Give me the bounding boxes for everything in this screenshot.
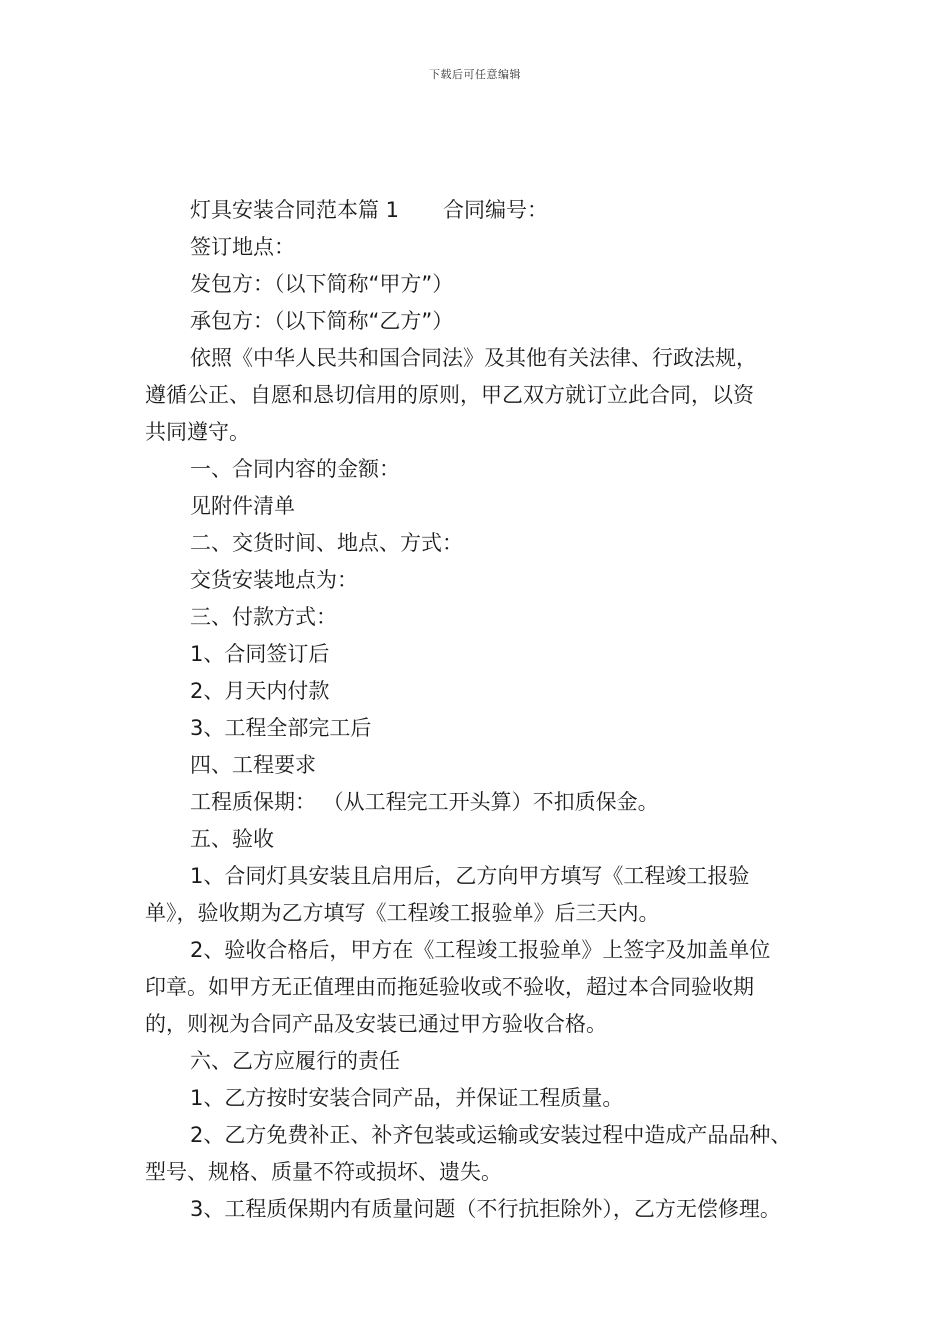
text-line: 的，则视为合同产品及安装已通过甲方验收合格。 xyxy=(145,1012,607,1036)
text-line: 共同遵守。 xyxy=(145,420,250,444)
document-title: 灯具安装合同范本篇 1 xyxy=(190,198,400,222)
header-note: 下载后可任意编辑 xyxy=(429,68,521,81)
text-line: 1、乙方按时安装合同产品，并保证工程质量。 xyxy=(190,1086,624,1110)
text-line: 六、乙方应履行的责任 xyxy=(190,1049,400,1073)
text-line: 遵循公正、自愿和恳切信用的原则，甲乙双方就订立此合同，以资 xyxy=(145,383,754,407)
text-line: 2、乙方免费补正、补齐包装或运输或安装过程中造成产品品种、 xyxy=(190,1123,792,1147)
text-line: 三、付款方式： xyxy=(190,605,337,629)
text-line: 3、工程质保期内有质量问题（不行抗拒除外），乙方无偿修理。 xyxy=(190,1197,781,1221)
text-line: 2、验收合格后，甲方在《工程竣工报验单》上签字及加盖单位 xyxy=(190,938,771,962)
text-line: 二、交货时间、地点、方式： xyxy=(190,531,463,555)
document-body xyxy=(145,192,825,1228)
text-line: 印章。如甲方无正值理由而拖延验收或不验收，超过本合同验收期 xyxy=(145,975,754,999)
text-line: 1、合同灯具安装且启用后，乙方向甲方填写《工程竣工报验 xyxy=(190,864,750,888)
text-line: 型号、规格、质量不符或损坏、遗失。 xyxy=(145,1160,502,1184)
text-line: 1、合同签订后 xyxy=(190,642,330,666)
text-line: 工程质保期： （从工程完工开头算）不扣质保金。 xyxy=(190,790,659,814)
text-line: 见附件清单 xyxy=(190,494,295,518)
text-line: 一、合同内容的金额： xyxy=(190,457,400,481)
text-line: 2、月天内付款 xyxy=(190,679,330,703)
text-line: 签订地点： xyxy=(190,235,295,259)
text-line: 四、工程要求 xyxy=(190,753,316,777)
text-line: 交货安装地点为： xyxy=(190,568,358,592)
text-line: 单》，验收期为乙方填写《工程竣工报验单》后三天内。 xyxy=(145,901,660,925)
text-line: 发包方：（以下简称“甲方”） xyxy=(190,272,454,296)
text-line: 承包方：（以下简称“乙方”） xyxy=(190,309,454,333)
document-lines xyxy=(145,229,825,1228)
text-line: 3、工程全部完工后 xyxy=(190,716,372,740)
text-line: 五、验收 xyxy=(190,827,274,851)
text-line: 依照《中华人民共和国合同法》及其他有关法律、行政法规， xyxy=(190,346,757,370)
contract-number-label: 合同编号： xyxy=(443,198,549,222)
title-line xyxy=(145,192,825,229)
